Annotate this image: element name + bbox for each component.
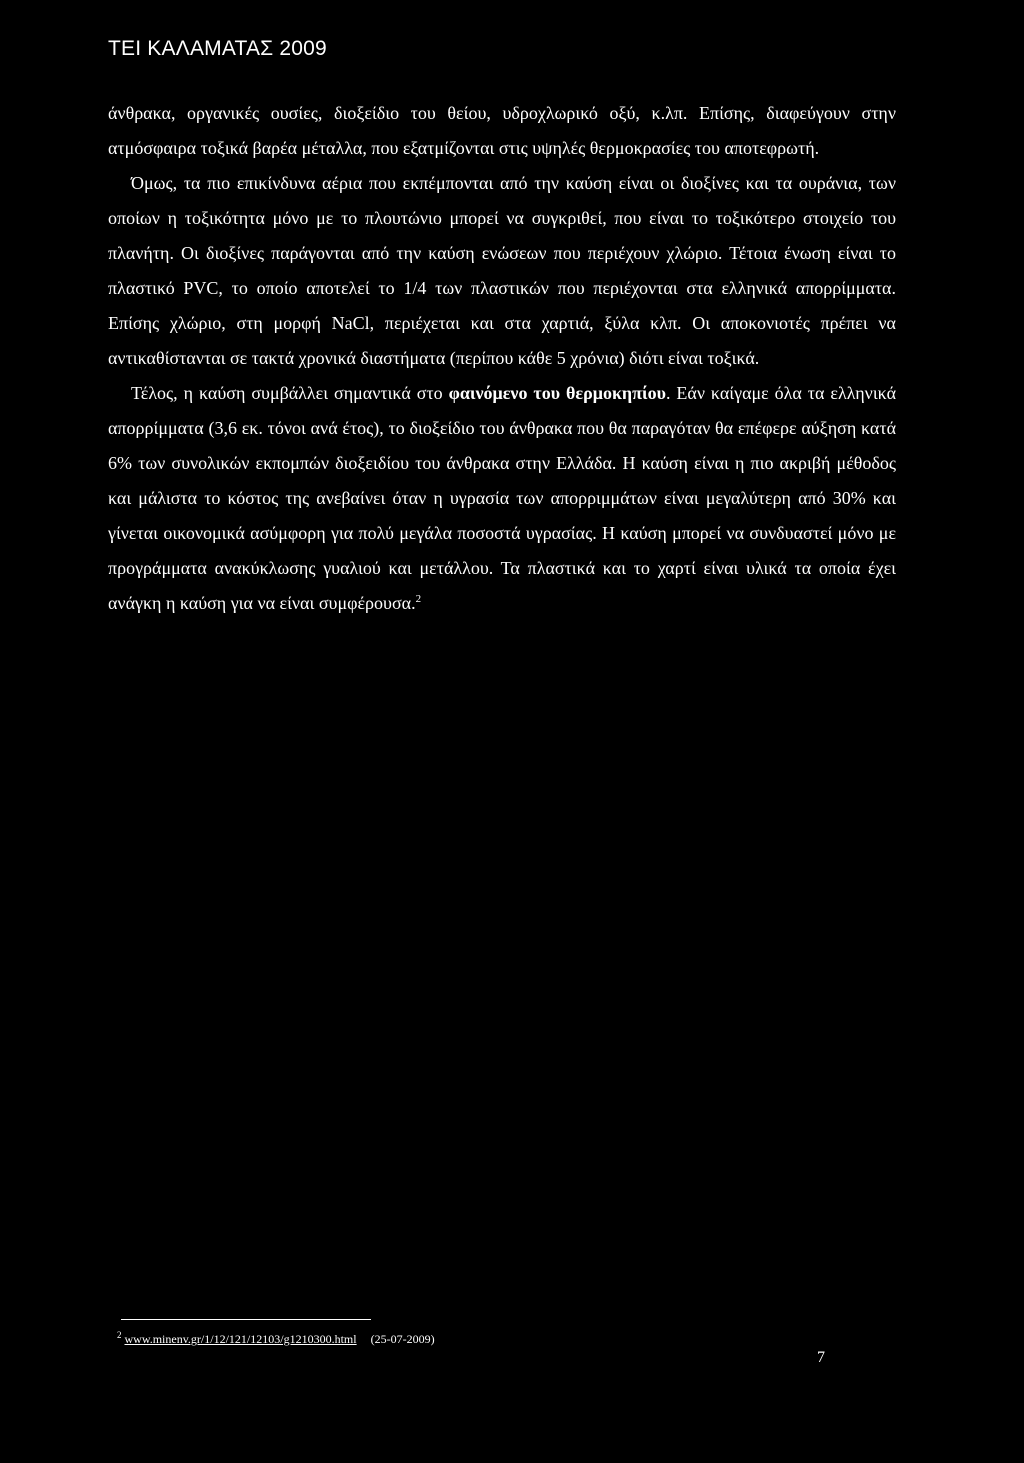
footnote xyxy=(117,1331,435,1347)
footnote-reference[interactable]: 2 xyxy=(415,593,422,605)
footnote-date: (25-07-2009) xyxy=(370,1332,435,1346)
page-number: 7 xyxy=(817,1349,825,1366)
footnote-marker: 2 xyxy=(117,1330,122,1340)
greenhouse-effect-term: φαινόμενο του θερμοκηπίου xyxy=(448,383,666,403)
paragraph-3-text-start: Τέλος, η καύση συμβάλλει σημαντικά στο xyxy=(131,383,449,403)
paragraph-2: Όμως, τα πιο επικίνδυνα αέρια που εκπέμπονται από την καύση είναι οι διοξίνες και τα ουράνια, των οποίων η τοξικότητα μόνο με το πλουτώνιο μπορεί να συγκριθεί, που είναι το τοξικότερο στοιχείο του πλανήτη. Οι διοξίνες παράγονται από την καύση ενώσεων που περιέχουν χλώριο. Τέτοια ένωση είναι το πλαστικό PVC, το οποίο αποτελεί το 1/4 των πλαστικών που περιέχονται στα ελληνικά απορρίμματα. Επίσης χλώριο, στη μορφή NaCl, περιέχεται και στα χαρτιά, ξύλα κλπ. Οι αποκονιοτές πρέπει να αντικαθίστανται σε τακτά χρονικά διαστήματα (περίπου κάθε 5 χρόνια) διότι είναι τοξικά. xyxy=(108,173,896,368)
footnote-separator xyxy=(121,1319,371,1320)
paragraph-1: άνθρακα, οργανικές ουσίες, διοξείδιο του θείου, υδροχλωρικό οξύ, κ.λπ. Επίσης, διαφεύγουν στην ατμόσφαιρα τοξικά βαρέα μέταλλα, που εξατμίζονται στις υψηλές θερμοκρασίες του αποτεφρωτή. xyxy=(108,103,896,158)
paragraph-3 xyxy=(108,376,896,621)
page-header: ΤΕΙ ΚΑΛΑΜΑΤΑΣ 2009 xyxy=(108,37,327,60)
footnote-link[interactable]: www.minenv.gr/1/12/121/12103/g1210300.html xyxy=(124,1332,357,1346)
paragraph-3-text-end: . Εάν καίγαμε όλα τα ελληνικά απορρίμματα (3,6 εκ. τόνοι ανά έτος), το διοξείδιο του άνθρακα που θα παραγόταν θα επέφερε αύξηση κατά 6% των συνολικών εκπομπών διοξειδίου του άνθρακα στην Ελλάδα. Η καύση είναι η πιο ακριβή μέθοδος και μάλιστα το κόστος της ανεβαίνει όταν η υγρασία των απορριμμάτων είναι μεγαλύτερη από 30% και γίνεται οικονομικά ασύμφορη για πολύ μεγάλα ποσοστά υγρασίας. Η καύση μπορεί να συνδυαστεί μόνο με προγράμματα ανακύκλωσης γυαλιού και μετάλλου. Τα πλαστικά και το χαρτί είναι υλικά τα οποία έχει ανάγκη η καύση για να είναι συμφέρουσα. xyxy=(108,383,897,613)
body-text xyxy=(108,96,896,621)
